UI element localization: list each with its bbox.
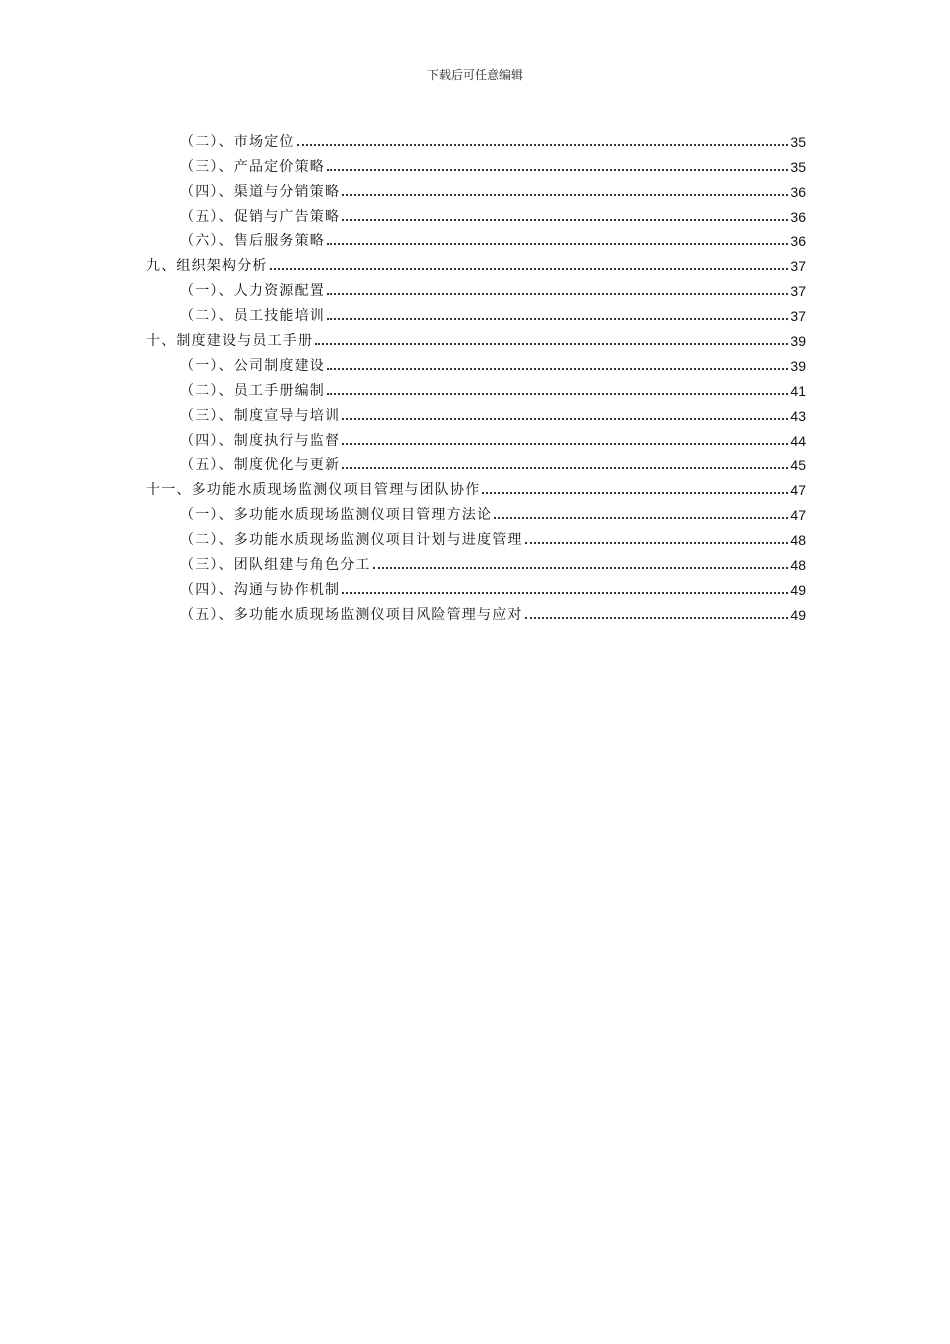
toc-entry-title: （三）、产品定价策略	[180, 158, 325, 175]
toc-entry-title: （三）、制度宣导与培训	[180, 407, 341, 424]
toc-page-number: 35	[790, 133, 806, 150]
toc-entry-title: 十一、多功能水质现场监测仪项目管理与团队协作	[146, 482, 481, 499]
toc-page-number: 37	[790, 258, 806, 275]
toc-entry-title: （二）、多功能水质现场监测仪项目计划与进度管理	[180, 532, 523, 549]
toc-page-number: 49	[790, 606, 806, 623]
toc-page-number: 36	[790, 233, 806, 250]
toc-entry[interactable]	[146, 226, 806, 251]
toc-entry-title: （二）、员工技能培训	[180, 308, 325, 325]
toc-page-number: 48	[790, 557, 806, 574]
toc-leader	[342, 418, 788, 420]
toc-leader	[482, 492, 788, 494]
toc-entry-title: （四）、渠道与分销策略	[180, 183, 341, 200]
toc-entry-title: （一）、公司制度建设	[180, 357, 325, 374]
toc-entry-title: （二）、市场定位	[180, 133, 295, 150]
toc-page-number: 49	[790, 581, 806, 598]
toc-entry[interactable]	[146, 425, 806, 450]
toc-leader	[270, 268, 789, 270]
toc-leader	[525, 542, 789, 544]
toc-entry-title: （五）、多功能水质现场监测仪项目风险管理与应对	[180, 606, 523, 623]
toc-leader	[327, 318, 788, 320]
toc-entry[interactable]	[146, 300, 806, 325]
toc-leader	[327, 243, 788, 245]
toc-entry[interactable]	[146, 474, 806, 499]
toc-entry-title: （三）、团队组建与角色分工	[180, 557, 371, 574]
toc-entry-title: （五）、促销与广告策略	[180, 208, 341, 225]
toc-leader	[342, 592, 788, 594]
toc-leader	[373, 567, 789, 569]
toc-page-number: 37	[790, 283, 806, 300]
toc-page-number: 36	[790, 183, 806, 200]
toc-page-number: 48	[790, 532, 806, 549]
toc-entry[interactable]	[146, 574, 806, 599]
toc-page-number: 39	[790, 333, 806, 350]
toc-leader	[494, 517, 788, 519]
toc-leader	[342, 194, 788, 196]
toc-entry[interactable]	[146, 325, 806, 350]
toc-entry[interactable]	[146, 524, 806, 549]
toc-leader	[327, 169, 788, 171]
toc-entry[interactable]	[146, 250, 806, 275]
toc-page-number: 35	[790, 158, 806, 175]
toc-page-number: 44	[790, 432, 806, 449]
toc-leader	[315, 343, 788, 345]
toc-leader	[327, 368, 788, 370]
toc-page-number: 41	[790, 382, 806, 399]
toc-leader	[342, 219, 788, 221]
toc-entry[interactable]	[146, 375, 806, 400]
toc-page-number: 36	[790, 208, 806, 225]
toc-entry[interactable]	[146, 151, 806, 176]
toc-entry-title: （一）、人力资源配置	[180, 283, 325, 300]
toc-entry[interactable]	[146, 549, 806, 574]
toc-entry-title: （六）、售后服务策略	[180, 233, 325, 250]
toc-entry[interactable]	[146, 599, 806, 624]
toc-entry-title: 十、制度建设与员工手册	[146, 333, 314, 350]
toc-leader	[525, 617, 789, 619]
toc-page-number: 47	[790, 507, 806, 524]
toc-page-number: 43	[790, 407, 806, 424]
toc-entry-title: （一）、多功能水质现场监测仪项目管理方法论	[180, 507, 493, 524]
toc-entry[interactable]	[146, 499, 806, 524]
toc-page-number: 45	[790, 457, 806, 474]
toc-leader	[327, 293, 788, 295]
toc-entry-title: （五）、制度优化与更新	[180, 457, 341, 474]
toc-entry-title: （四）、沟通与协作机制	[180, 581, 341, 598]
toc-entry[interactable]	[146, 126, 806, 151]
toc-entry-title: 九、组织架构分析	[146, 258, 268, 275]
page-header: 下载后可任意编辑	[426, 68, 523, 82]
toc-leader	[342, 467, 788, 469]
toc-entry[interactable]	[146, 400, 806, 425]
toc-entry[interactable]	[146, 275, 806, 300]
toc-leader	[297, 144, 789, 146]
toc-page-number: 47	[790, 482, 806, 499]
toc-entry[interactable]	[146, 176, 806, 201]
table-of-contents	[146, 126, 806, 624]
toc-entry[interactable]	[146, 350, 806, 375]
toc-entry[interactable]	[146, 201, 806, 226]
toc-page-number: 39	[790, 357, 806, 374]
toc-leader	[327, 393, 788, 395]
toc-leader	[342, 443, 788, 445]
toc-entry[interactable]	[146, 450, 806, 475]
toc-page-number: 37	[790, 308, 806, 325]
toc-entry-title: （四）、制度执行与监督	[180, 432, 341, 449]
toc-entry-title: （二）、员工手册编制	[180, 382, 325, 399]
